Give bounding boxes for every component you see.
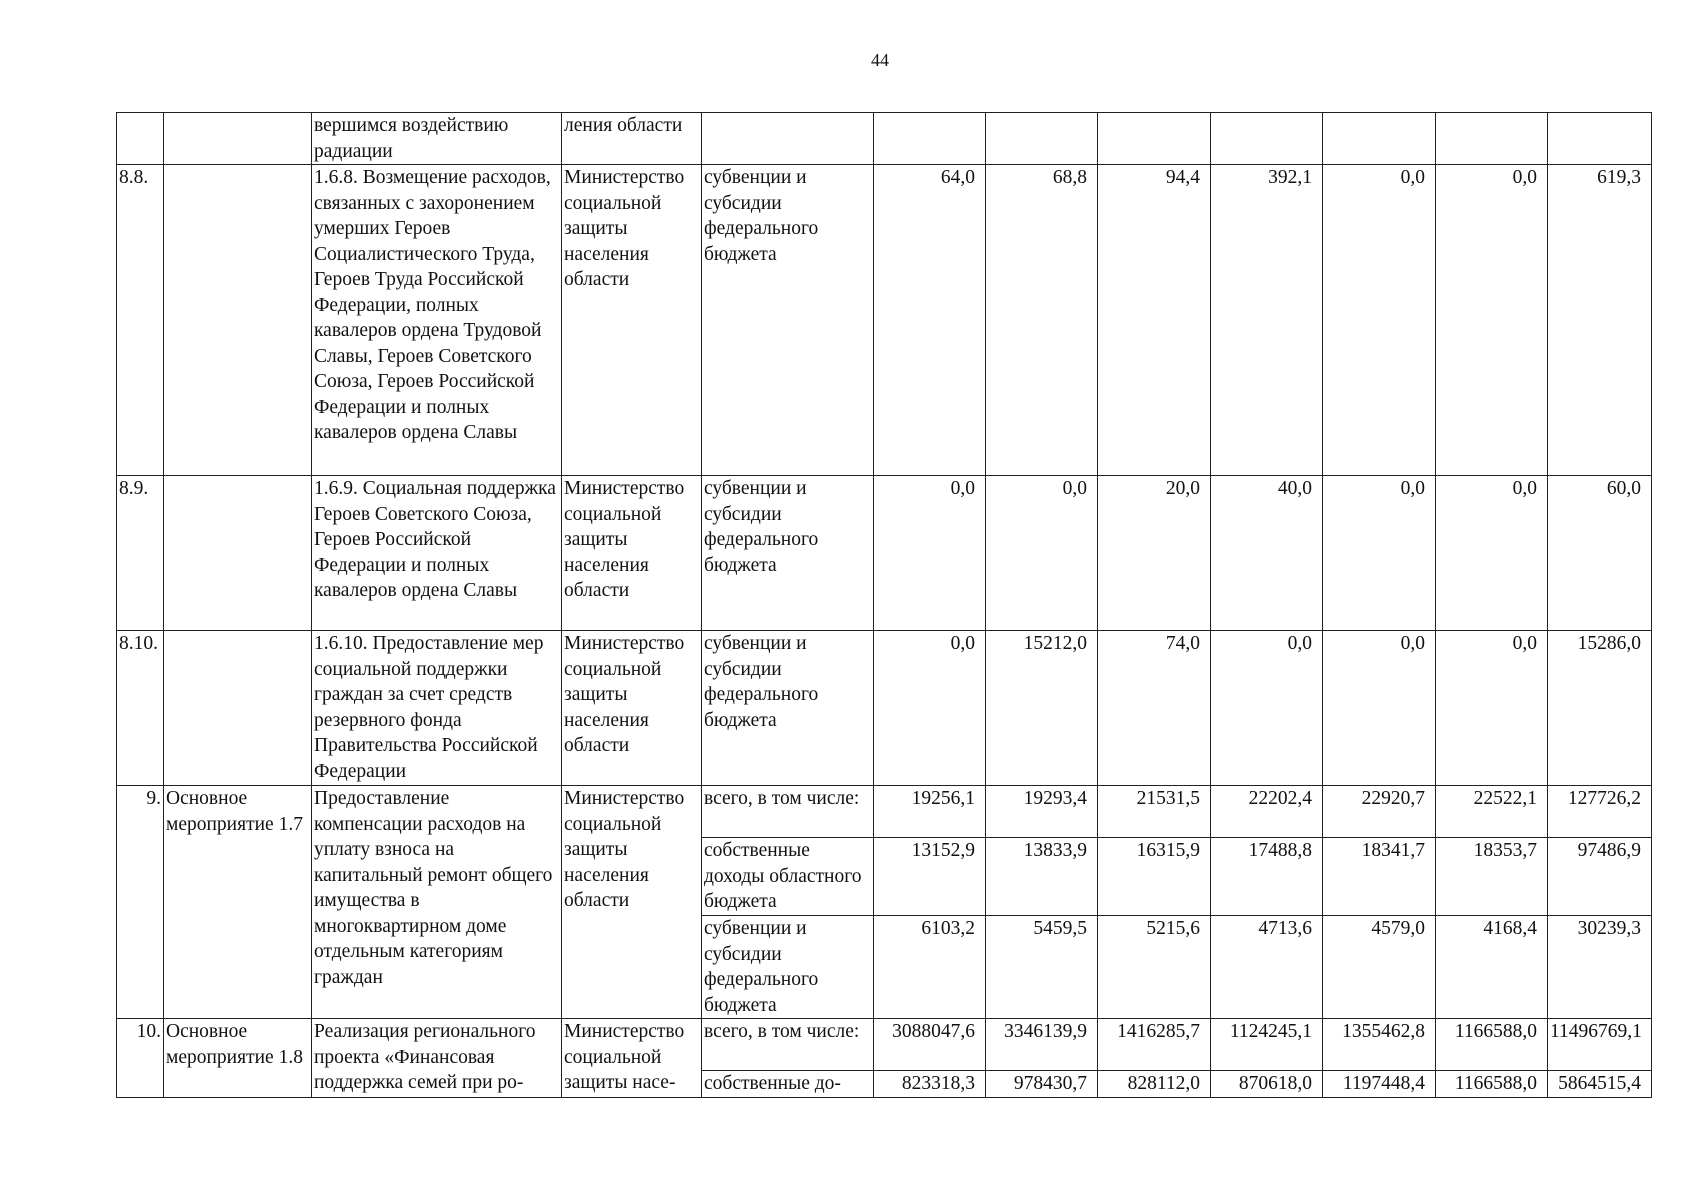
value-cell: 0,0: [1323, 476, 1436, 631]
value-cell: 6103,2: [874, 916, 986, 1019]
value-cell: 0,0: [986, 476, 1098, 631]
value-cell: 0,0: [874, 631, 986, 786]
event-name-cell: 1.6.8. Возмещение расходов, связанных с захоронением умерших Героев Социалистического Труда, Героев Труда Российской Федерации, полных кавалеров ордена Трудовой Славы, Героев Советского Союза, Героев Российской Федерации и полных кавалеров ордена Славы: [312, 165, 562, 476]
value-cell: 4168,4: [1436, 916, 1548, 1019]
value-cell: 0,0: [1211, 631, 1323, 786]
value-cell: 3346139,9: [986, 1019, 1098, 1071]
total-cell: 127726,2: [1548, 786, 1652, 838]
value-cell: 18353,7: [1436, 838, 1548, 916]
page-number: 44: [871, 50, 889, 70]
total-cell: 15286,0: [1548, 631, 1652, 786]
total-cell: 619,3: [1548, 165, 1652, 476]
value-cell: 40,0: [1211, 476, 1323, 631]
value-cell: 18341,7: [1323, 838, 1436, 916]
value-cell: 0,0: [1436, 631, 1548, 786]
value-cell: 0,0: [1436, 476, 1548, 631]
value-cell: 1166588,0: [1436, 1071, 1548, 1098]
total-cell: 11496769,1: [1548, 1019, 1652, 1071]
table-row: [117, 113, 1652, 165]
budget-table: [116, 112, 1652, 1098]
total-cell: 60,0: [1548, 476, 1652, 631]
total-cell: 97486,9: [1548, 838, 1652, 916]
value-cell: 22920,7: [1323, 786, 1436, 838]
value-cell: 1166588,0: [1436, 1019, 1548, 1071]
row-number-cell: 8.9.: [117, 476, 164, 631]
executor-cell: Министерство социальной защиты населения области: [562, 631, 702, 786]
executor-cell: Министерство социальной защиты населения области: [562, 786, 702, 1019]
source-cell: собственные до-: [702, 1071, 874, 1098]
value-cell: 1416285,7: [1098, 1019, 1211, 1071]
value-cell: 392,1: [1211, 165, 1323, 476]
source-cell: собственные доходы областного бюджета: [702, 838, 874, 916]
event-name-cell: 1.6.10. Предоставление мер социальной поддержки граждан за счет средств резервного фонда Правительства Российской Федерации: [312, 631, 562, 786]
source-cell: всего, в том числе:: [702, 786, 874, 838]
row-number-cell: 8.10.: [117, 631, 164, 786]
value-cell: 13152,9: [874, 838, 986, 916]
table-row: [117, 476, 1652, 631]
value-cell: 68,8: [986, 165, 1098, 476]
value-cell: 5215,6: [1098, 916, 1211, 1019]
value-cell: 0,0: [1323, 165, 1436, 476]
event-type-cell: [164, 113, 312, 165]
value-cell: 22202,4: [1211, 786, 1323, 838]
event-name-cell: 1.6.9. Социальная поддержка Героев Советского Союза, Героев Российской Федерации и полных кавалеров ордена Славы: [312, 476, 562, 631]
value-cell: 94,4: [1098, 165, 1211, 476]
executor-cell: Министерство социальной защиты населения области: [562, 165, 702, 476]
source-cell: субвенции и субсидии федерального бюджета: [702, 165, 874, 476]
row-number-cell: 10.: [117, 1019, 164, 1098]
value-cell: 64,0: [874, 165, 986, 476]
value-cell: 74,0: [1098, 631, 1211, 786]
event-type-cell: Основное мероприятие 1.7: [164, 786, 312, 1019]
source-cell: субвенции и субсидии федерального бюджета: [702, 631, 874, 786]
value-cell: 20,0: [1098, 476, 1211, 631]
event-name-cell: Реализация регионального проекта «Финансовая поддержка семей при ро-: [312, 1019, 562, 1098]
event-name-cell: вершимся воздействию радиации: [312, 113, 562, 165]
total-cell: 5864515,4: [1548, 1071, 1652, 1098]
event-type-cell: [164, 476, 312, 631]
table-row: [117, 1019, 1652, 1071]
row-number-cell: 9.: [117, 786, 164, 1019]
value-cell: 13833,9: [986, 838, 1098, 916]
value-cell: 870618,0: [1211, 1071, 1323, 1098]
value-cell: 1355462,8: [1323, 1019, 1436, 1071]
value-cell: 4713,6: [1211, 916, 1323, 1019]
value-cell: 3088047,6: [874, 1019, 986, 1071]
value-cell: 19293,4: [986, 786, 1098, 838]
table-row: [117, 786, 1652, 838]
executor-cell: ления области: [562, 113, 702, 165]
total-cell: 30239,3: [1548, 916, 1652, 1019]
table-row: [117, 631, 1652, 786]
source-cell: всего, в том числе:: [702, 1019, 874, 1071]
value-cell: 1124245,1: [1211, 1019, 1323, 1071]
value-cell: 15212,0: [986, 631, 1098, 786]
event-name-cell: Предоставление компенсации расходов на уплату взноса на капитальный ремонт общего имущества в многоквартирном доме отдельным категориям граждан: [312, 786, 562, 1019]
event-type-cell: Основное мероприятие 1.8: [164, 1019, 312, 1098]
executor-cell: Министерство социальной защиты населения области: [562, 476, 702, 631]
value-cell: 21531,5: [1098, 786, 1211, 838]
value-cell: 0,0: [874, 476, 986, 631]
value-cell: 4579,0: [1323, 916, 1436, 1019]
row-number-cell: [117, 113, 164, 165]
row-number-cell: 8.8.: [117, 165, 164, 476]
event-type-cell: [164, 165, 312, 476]
source-cell: субвенции и субсидии федерального бюджета: [702, 916, 874, 1019]
value-cell: 19256,1: [874, 786, 986, 838]
value-cell: 16315,9: [1098, 838, 1211, 916]
value-cell: 22522,1: [1436, 786, 1548, 838]
value-cell: 0,0: [1323, 631, 1436, 786]
event-type-cell: [164, 631, 312, 786]
value-cell: 823318,3: [874, 1071, 986, 1098]
value-cell: 1197448,4: [1323, 1071, 1436, 1098]
value-cell: 5459,5: [986, 916, 1098, 1019]
source-cell: [702, 113, 874, 165]
value-cell: 0,0: [1436, 165, 1548, 476]
value-cell: 17488,8: [1211, 838, 1323, 916]
table-row: [117, 165, 1652, 476]
executor-cell: Министерство социальной защиты насе-: [562, 1019, 702, 1098]
value-cell: 978430,7: [986, 1071, 1098, 1098]
source-cell: субвенции и субсидии федерального бюджета: [702, 476, 874, 631]
value-cell: 828112,0: [1098, 1071, 1211, 1098]
